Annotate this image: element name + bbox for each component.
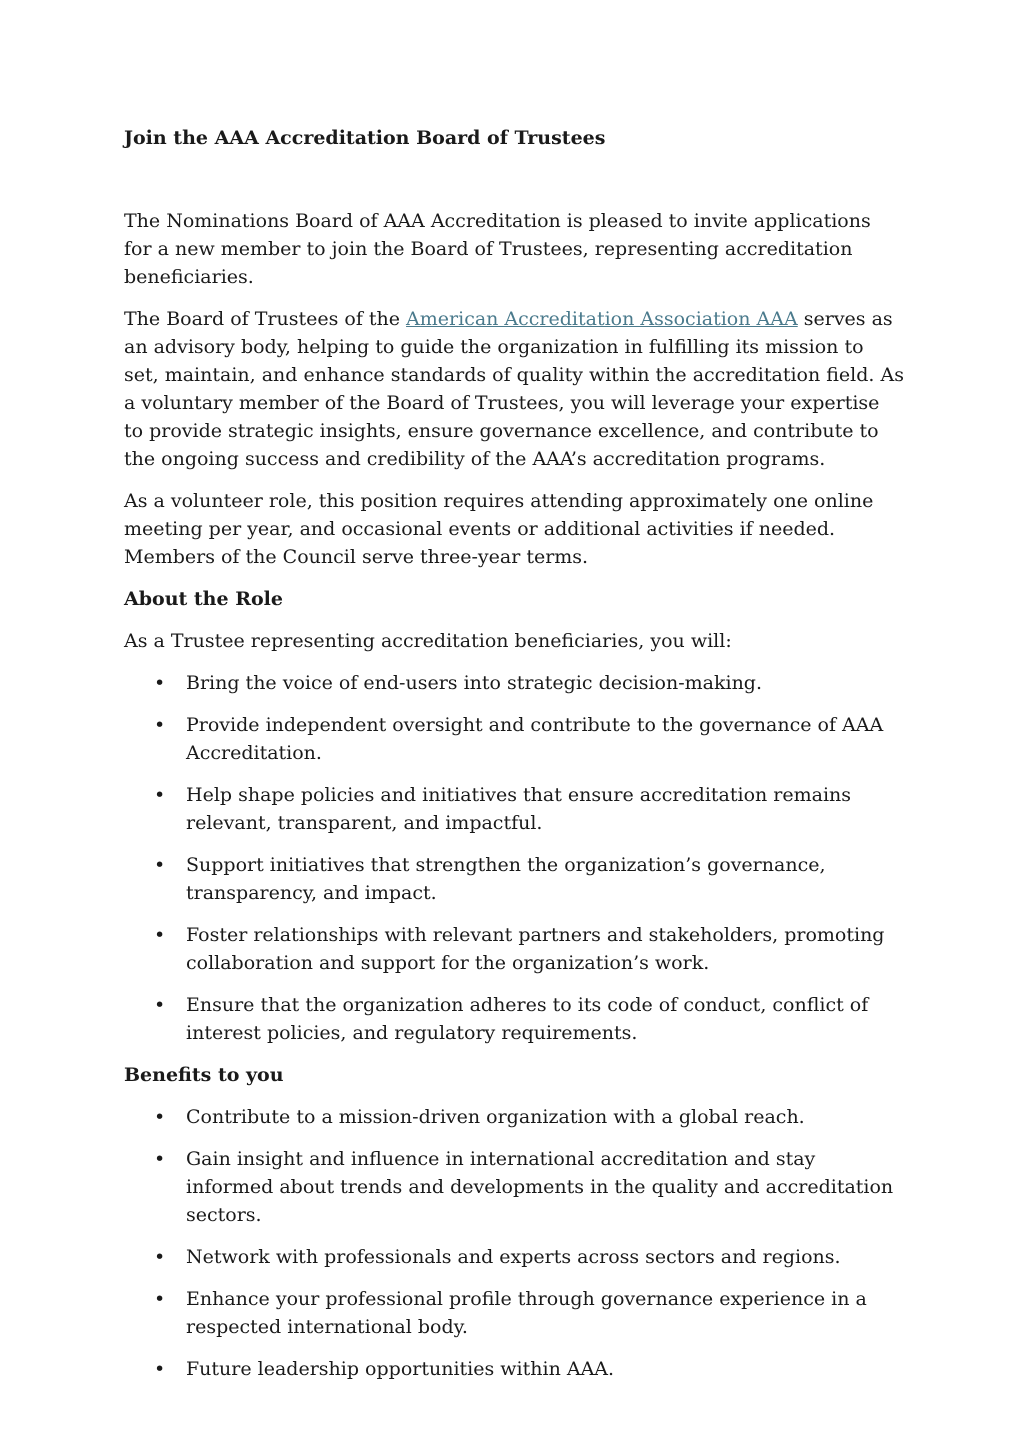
list-item: • Future leadership opportunities within AAA. [124,1355,904,1383]
list-item: • Gain insight and influence in international accreditation and stay informed about trends and developments in the quality and accreditation sectors. [124,1145,904,1229]
volunteer-paragraph: As a volunteer role, this position requires attending approximately one online meeting per year, and occasional events or additional activities if needed. Members of the Council serve three-year terms. [124,490,874,568]
list-item: • Bring the voice of end-users into strategic decision-making. [124,669,904,697]
aaa-link[interactable]: American Accreditation Association AAA [406,308,798,330]
board-description-paragraph [124,305,904,473]
list-item: • Foster relationships with relevant partners and stakeholders, promoting collaboration and support for the organization’s work. [124,921,904,977]
benefits-heading: Benefits to you [124,1064,284,1086]
benefits-list [124,1103,904,1383]
list-item: • Network with professionals and experts across sectors and regions. [124,1243,904,1271]
board-description-lead: The Board of Trustees of the [124,308,407,330]
list-item: • Support initiatives that strengthen the organization’s governance, transparency, and impact. [124,851,904,907]
list-item: • Enhance your professional profile through governance experience in a respected international body. [124,1285,904,1341]
list-item: • Help shape policies and initiatives that ensure accreditation remains relevant, transparent, and impactful. [124,781,904,837]
list-item: • Contribute to a mission-driven organization with a global reach. [124,1103,904,1131]
board-description-rest: serves as an advisory body, helping to guide the organization in fulfilling its mission to set, maintain, and enhance standards of quality within the accreditation field. As a voluntary member of the Board of Trustees, you will leverage your expertise to provide strategic insights, ensure governance excellence, and contribute to the ongoing success and credibility of the AAA’s accreditation programs. [124,308,904,470]
list-item: • Provide independent oversight and contribute to the governance of AAA Accreditation. [124,711,904,767]
document-title: Join the AAA Accreditation Board of Trustees [124,127,606,149]
about-role-heading: About the Role [124,588,283,610]
about-role-intro: As a Trustee representing accreditation beneficiaries, you will: [124,630,732,652]
role-list [124,669,904,1047]
list-item: • Ensure that the organization adheres to its code of conduct, conflict of interest policies, and regulatory requirements. [124,991,904,1047]
document-page [124,124,904,1397]
intro-paragraph: The Nominations Board of AAA Accreditation is pleased to invite applications for a new member to join the Board of Trustees, representing accreditation beneficiaries. [124,210,871,288]
